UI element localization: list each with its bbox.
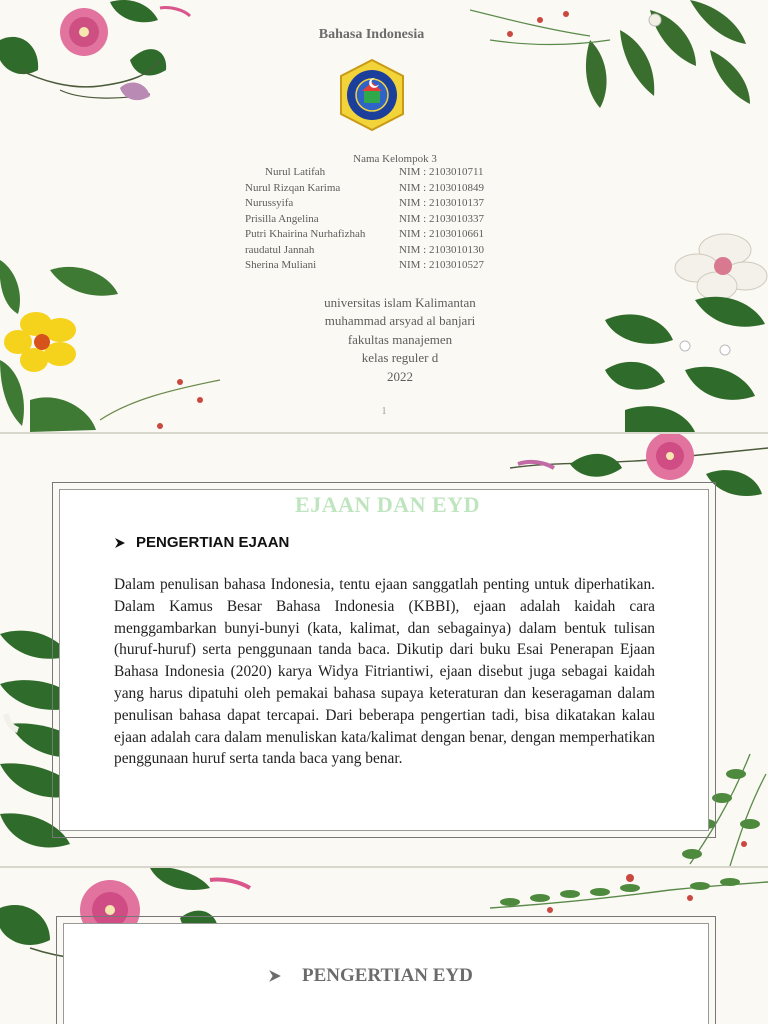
member-nim: NIM : 2103010337 [399, 212, 484, 225]
arrowhead-bullet-icon [268, 969, 282, 983]
member-row [245, 259, 484, 275]
member-row [245, 166, 484, 182]
class-line: kelas reguler d [361, 350, 439, 366]
member-nim: NIM : 2103010137 [399, 197, 484, 209]
university-info [230, 294, 570, 386]
member-row [245, 213, 484, 229]
member-name: Prisilla Angelina [245, 212, 319, 225]
member-row [245, 182, 484, 198]
member-name: Nurussyifa [245, 197, 294, 209]
floral-decoration-top-right [470, 0, 768, 110]
member-name: raudatul Jannah [245, 243, 315, 256]
member-nim: NIM : 2103010527 [399, 259, 484, 271]
floral-decoration-right [585, 220, 768, 432]
section-heading-text: PENGERTIAN EJAAN [136, 534, 290, 551]
university-line: muhammad arsyad al banjari [324, 313, 476, 329]
member-name: Putri Khairina Nurhafizhah [245, 228, 366, 240]
member-nim: NIM : 2103010711 [399, 166, 484, 178]
year-line: 2022 [387, 368, 413, 384]
member-nim: NIM : 2103010661 [399, 228, 484, 240]
body-paragraph: Dalam penulisan bahasa Indonesia, tentu ejaan sanggatlah penting untuk diperhatikan. Dalam Kamus Besar Bahasa Indonesia (KBBI), ejaan adalah kaidah cara menggambarkan bunyi-bunyi (kata, kalimat, dan sebagainya) dalam bentuk tulisan (huruf-huruf) serta penggunaan tanda baca. Dikutip dari buku Esai Penerapan Ejaan Bahasa Indonesia (2020) karya Widya Fitriantiwi, ejaan disebut juga sebagai kaidah yang harus dipatuhi oleh pemakai bahasa supaya keteraturan dan keseragaman dalam penulisan bahasa dapat tercapai. Dari beberapa pengertian tadi, bisa dikatakan kalau ejaan adalah cara dalam menuliskan kata/kalimat dengan benar, dengan memperhatikan penggunaan huruf serta tanda baca yang benar. [114, 576, 655, 768]
page-number: 1 [381, 406, 387, 417]
member-table [245, 166, 484, 275]
section-heading-text: PENGERTIAN EYD [302, 965, 473, 986]
group-name: Nama Kelompok 3 [353, 153, 437, 165]
member-name: Sherina Muliani [245, 259, 317, 271]
section-heading [268, 965, 473, 987]
slide-eyd [0, 868, 768, 1024]
member-row [245, 228, 484, 244]
member-row [245, 197, 484, 213]
member-name: Nurul Latifah [265, 166, 326, 178]
slide-ejaan [0, 434, 768, 866]
slide-title-page [0, 0, 768, 432]
member-row [245, 244, 484, 260]
university-line: universitas islam Kalimantan [324, 295, 476, 310]
floral-decoration-top-left [0, 0, 200, 110]
member-list [245, 153, 545, 275]
university-emblem-icon [335, 58, 409, 132]
member-name: Nurul Rizqan Karima [245, 181, 341, 194]
member-nim: NIM : 2103010849 [399, 181, 484, 194]
faculty-line: fakultas manajemen [347, 331, 453, 347]
arrowhead-bullet-icon [114, 537, 126, 549]
floral-decoration-left [0, 250, 250, 432]
member-nim: NIM : 2103010130 [399, 243, 484, 256]
subject-title: Bahasa Indonesia [318, 27, 425, 42]
slide-title: EJAAN DAN EYD [295, 492, 480, 517]
section-heading [114, 534, 289, 551]
